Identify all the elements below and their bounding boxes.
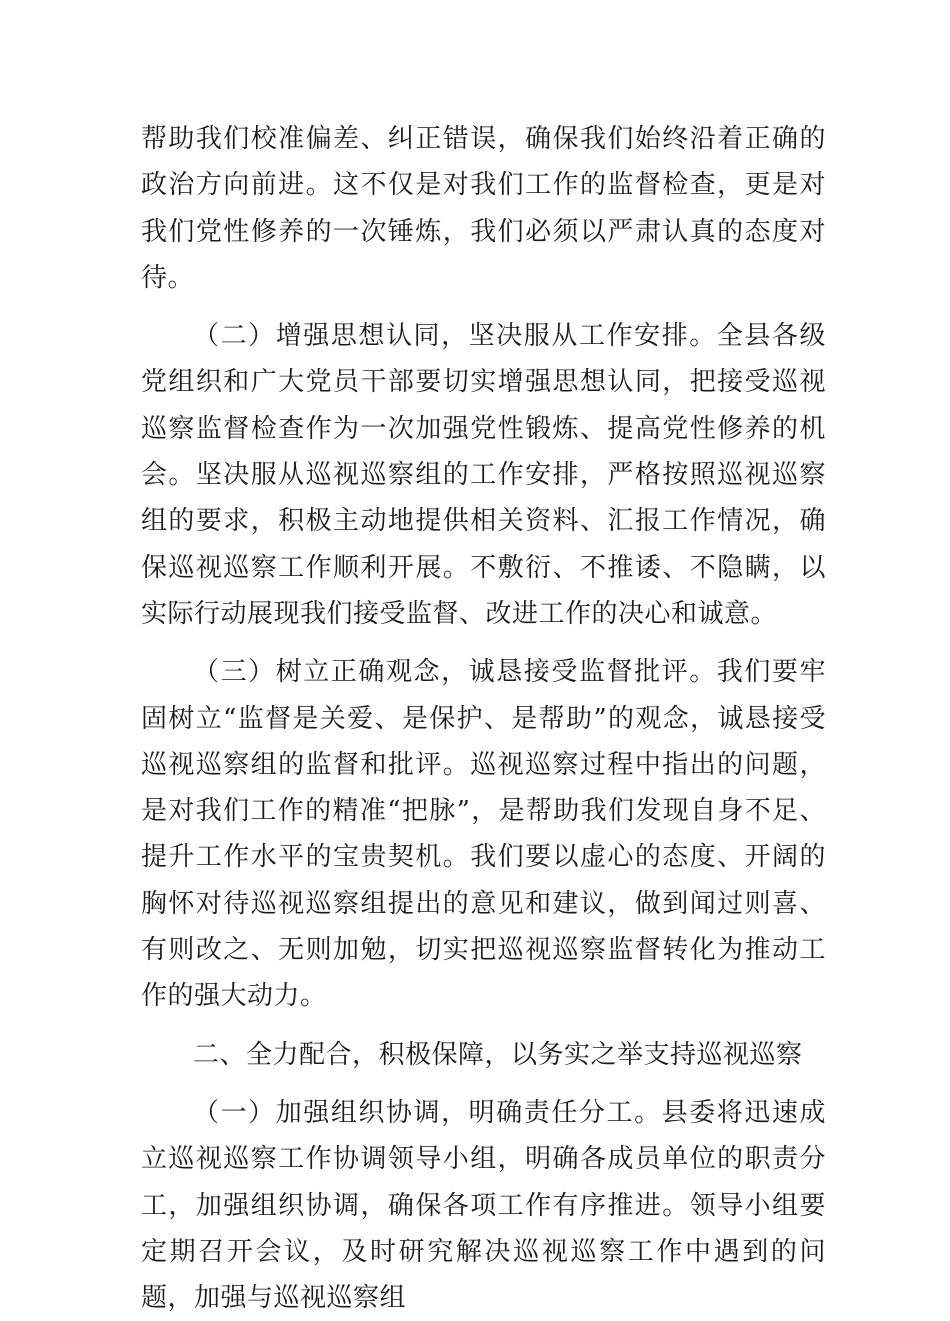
- paragraph-continuation: 帮助我们校准偏差、纠正错误，确保我们始终沿着正确的政治方向前进。这不仅是对我们工作的监督检查，更是对我们党性修养的一次锤炼，我们必须以严肃认真的态度对待。: [141, 124, 826, 293]
- paragraph-subsection-1: （一）加强组织协调，明确责任分工。县委将迅速成立巡视巡察工作协调领导小组，明确各成员单位的职责分工，加强组织协调，确保各项工作有序推进。领导小组要定期召开会议，及时研究解决巡视巡察工作中遇到的问题，加强与巡视巡察组: [141, 1097, 826, 1314]
- section-heading: 二、全力配合，积极保障，以务实之举支持巡视巡察: [193, 1039, 803, 1070]
- paragraph-section-2: （二）增强思想认同，坚决服从工作安排。全县各级党组织和广大党员干部要切实增强思想认同，把接受巡视巡察监督检查作为一次加强党性锻炼、提高党性修养的机会。坚决服从巡视巡察组的工作安排，严格按照巡视巡察组的要求，积极主动地提供相关资料、汇报工作情况，确保巡视巡察工作顺利开展。不敷衍、不推诿、不隐瞒，以实际行动展现我们接受监督、改进工作的决心和诚意。: [141, 321, 826, 629]
- document-body: [141, 116, 826, 1321]
- paragraph-section-3: （三）树立正确观念，诚恳接受监督批评。我们要牢固树立“监督是关爱、是保护、是帮助”的观念，诚恳接受巡视巡察组的监督和批评。巡视巡察过程中指出的问题，是对我们工作的精准“把脉”，是帮助我们发现自身不足、提升工作水平的宝贵契机。我们要以虚心的态度、开阔的胸怀对待巡视巡察组提出的意见和建议，做到闻过则喜、有则改之、无则加勉，切实把巡视巡察监督转化为推动工作的强大动力。: [141, 657, 826, 1012]
